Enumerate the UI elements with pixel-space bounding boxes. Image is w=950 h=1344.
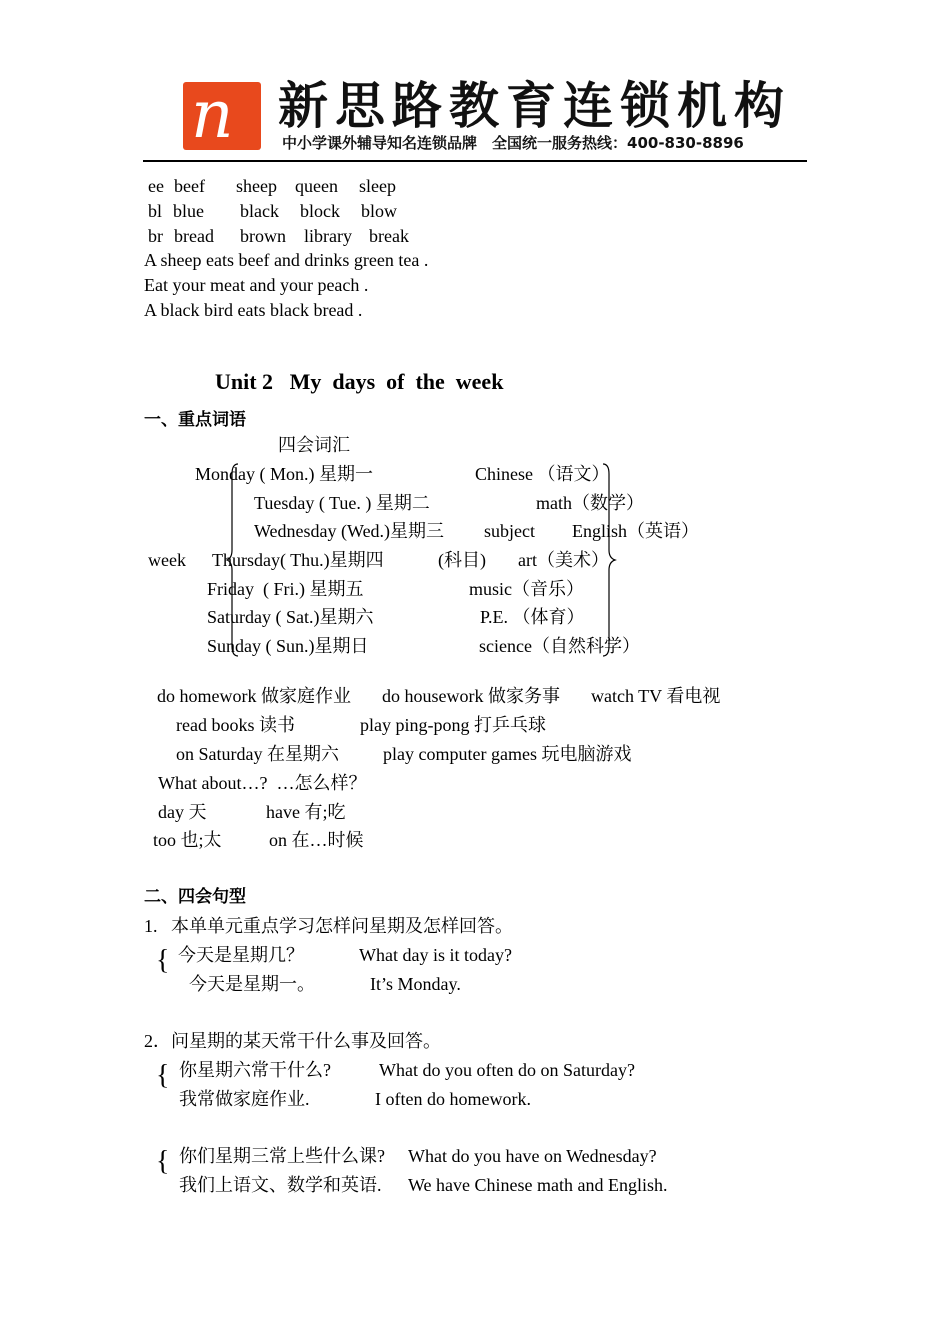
sentence-brace: { bbox=[156, 945, 170, 976]
phrase-item: have 有;吃 bbox=[266, 802, 346, 822]
question-cn: 今天是星期几？ bbox=[178, 945, 304, 965]
week-label: week bbox=[148, 550, 186, 570]
sentence-brace: { bbox=[156, 1146, 170, 1177]
question-cn: 你星期六常干什么? bbox=[179, 1060, 331, 1080]
phonics-word: sheep bbox=[236, 176, 277, 196]
question-en: What do you often do on Saturday? bbox=[379, 1060, 635, 1080]
unit-title bbox=[215, 369, 503, 395]
day-item: Thursday( Thu.)星期四 bbox=[212, 550, 384, 570]
brand-subtitle: 中小学课外辅导知名连锁品牌 全国统一服务热线：400-830-8896 bbox=[282, 134, 744, 152]
phonics-sound: ee bbox=[148, 176, 164, 196]
day-item: Monday ( Mon.) 星期一 bbox=[195, 464, 373, 484]
phrase-item: watch TV 看电视 bbox=[591, 686, 721, 706]
answer-en: I often do homework. bbox=[375, 1089, 531, 1109]
logo-letter: n bbox=[191, 76, 234, 153]
day-item: Saturday ( Sat.)星期六 bbox=[207, 607, 374, 627]
phonics-word: queen bbox=[295, 176, 338, 196]
subject-label-cn: (科目) bbox=[438, 550, 486, 570]
subject-item: P.E. （体育） bbox=[480, 607, 585, 627]
phonics-word: black bbox=[240, 201, 279, 221]
phonics-word: sleep bbox=[359, 176, 396, 196]
day-item: Friday ( Fri.) 星期五 bbox=[207, 579, 364, 599]
subject-item: math（数学） bbox=[536, 493, 644, 513]
day-item: Tuesday ( Tue. ) 星期二 bbox=[254, 493, 430, 513]
subject-item: music（音乐） bbox=[469, 579, 584, 599]
phrase-item: do homework 做家庭作业 bbox=[157, 686, 351, 706]
answer-en: We have Chinese math and English. bbox=[408, 1175, 668, 1195]
subject-label: subject bbox=[484, 521, 535, 541]
phrase-item: on 在…时候 bbox=[269, 830, 364, 850]
phonics-sound: bl bbox=[148, 201, 163, 221]
phrase-item: read books 读书 bbox=[176, 715, 295, 735]
question-cn: 你们星期三常上些什么课? bbox=[179, 1146, 385, 1166]
answer-cn: 我常做家庭作业. bbox=[179, 1089, 310, 1109]
sentence-brace: { bbox=[156, 1060, 170, 1091]
unit-label: Unit 2 bbox=[215, 369, 274, 394]
header-divider bbox=[143, 160, 807, 162]
subject-item: Chinese （语文） bbox=[475, 464, 610, 484]
phonics-word: block bbox=[300, 201, 340, 221]
chant-line: Eat your meat and your peach . bbox=[144, 275, 369, 295]
chant-line: A sheep eats beef and drinks green tea . bbox=[144, 250, 429, 270]
day-item: Wednesday (Wed.)星期三 bbox=[254, 521, 445, 541]
unit-name: My days of the week bbox=[289, 369, 504, 394]
sentence-title: 1. 本单单元重点学习怎样问星期及怎样回答。 bbox=[144, 916, 513, 936]
phonics-word: brown bbox=[240, 226, 286, 246]
phrase-item: What about…? …怎么样？ bbox=[158, 773, 367, 793]
phonics-word: beef bbox=[174, 176, 205, 196]
phrase-item: too 也;太 bbox=[153, 830, 222, 850]
phrase-item: play computer games 玩电脑游戏 bbox=[383, 744, 632, 764]
phonics-word: break bbox=[369, 226, 409, 246]
answer-cn: 我们上语文、数学和英语. bbox=[179, 1175, 382, 1195]
phonics-sound: br bbox=[148, 226, 163, 246]
section-heading: 二、四会句型 bbox=[144, 887, 246, 907]
sentence-title: 2．问星期的某天常干什么事及回答。 bbox=[144, 1031, 441, 1051]
brand-logo bbox=[183, 76, 261, 153]
phonics-word: bread bbox=[174, 226, 214, 246]
section-heading: 一、重点词语 bbox=[144, 410, 246, 430]
phrase-item: day 天 bbox=[158, 802, 207, 822]
subject-item: science（自然科学） bbox=[479, 636, 640, 656]
answer-en: It’s Monday. bbox=[370, 974, 461, 994]
phrase-item: do housework 做家务事 bbox=[382, 686, 560, 706]
question-en: What day is it today? bbox=[359, 945, 512, 965]
phrase-item: on Saturday 在星期六 bbox=[176, 744, 339, 764]
phonics-word: blow bbox=[361, 201, 397, 221]
question-en: What do you have on Wednesday? bbox=[408, 1146, 657, 1166]
day-item: Sunday ( Sun.)星期日 bbox=[207, 636, 369, 656]
answer-cn: 今天是星期一。 bbox=[189, 974, 315, 994]
chant-line: A black bird eats black bread . bbox=[144, 300, 363, 320]
subject-item: art（美术） bbox=[518, 550, 609, 570]
phonics-word: library bbox=[304, 226, 352, 246]
phrase-item: play ping-pong 打乒乓球 bbox=[360, 715, 546, 735]
phonics-word: blue bbox=[173, 201, 204, 221]
subject-item: English（英语） bbox=[572, 521, 700, 541]
vocab-subheading: 四会词汇 bbox=[278, 435, 350, 455]
brand-title: 新思路教育连锁机构 bbox=[278, 77, 791, 135]
